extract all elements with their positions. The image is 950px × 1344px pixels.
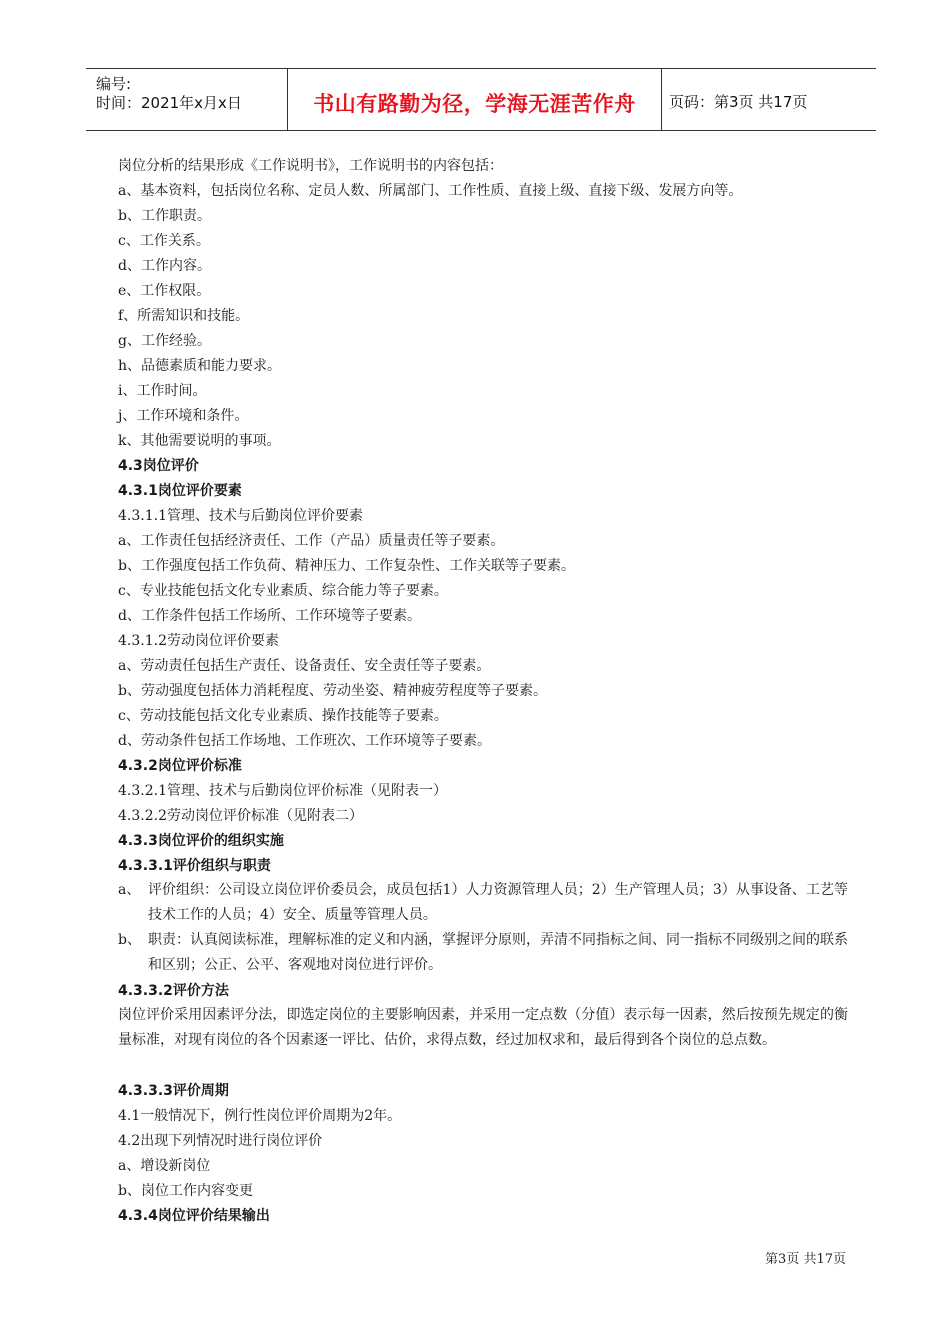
list-item: b、工作职责。 (118, 208, 211, 224)
method-paragraph: 岗位评价采用因素评分法，即选定岗位的主要影响因素，并采用一定点数（分值）表示每一因素，然后按预先规定的衡量标准，对现有岗位的各个因素逐一评比、估价，求得点数，经过加权求和，最后得到各个岗位的总点数。 (118, 1007, 848, 1048)
list-item: h、品德素质和能力要求。 (118, 358, 282, 374)
list-item: 4.2出现下列情况时进行岗位评价 (118, 1133, 323, 1149)
list-item: 4.1一般情况下，例行性岗位评价周期为2年。 (118, 1108, 402, 1124)
list-item: a、基本资料，包括岗位名称、定员人数、所属部门、工作性质、直接上级、直接下级、发展方向等。 (118, 183, 743, 199)
header-page-number: 页码：第3页 共17页 (669, 93, 808, 111)
section-heading: 4.3岗位评价 (118, 458, 199, 474)
section-heading: 4.3.4岗位评价结果输出 (118, 1208, 270, 1224)
list-item: d、工作内容。 (118, 258, 211, 274)
header-motto: 书山有路勤为径，学海无涯苦作舟 (313, 92, 636, 116)
list-item-text: 评价组织：公司设立岗位评价委员会，成员包括1）人力资源管理人员；2）生产管理人员；3）从事设备、工艺等技术工作的人员；4）安全、质量等管理人员。 (148, 882, 848, 923)
section-heading: 4.3.1岗位评价要素 (118, 483, 242, 499)
list-item: b、岗位工作内容变更 (118, 1183, 253, 1199)
subsection-heading: 4.3.2.1管理、技术与后勤岗位评价标准（见附表一） (118, 783, 447, 799)
list-marker: a、 (118, 882, 141, 898)
intro-line: 岗位分析的结果形成《工作说明书》，工作说明书的内容包括： (118, 158, 503, 174)
list-item: k、其他需要说明的事项。 (118, 433, 281, 449)
list-item: g、工作经验。 (118, 333, 211, 349)
list-item (118, 928, 848, 978)
list-marker: b、 (118, 932, 141, 948)
subsection-heading: 4.3.1.1管理、技术与后勤岗位评价要素 (118, 508, 363, 524)
subsection-heading: 4.3.1.2劳动岗位评价要素 (118, 633, 279, 649)
page-header (86, 68, 876, 131)
header-meta-cell (86, 69, 287, 130)
page-footer-number: 第3页 共17页 (765, 1252, 846, 1267)
section-heading: 4.3.3.3评价周期 (118, 1083, 229, 1099)
list-item: a、劳动责任包括生产责任、设备责任、安全责任等子要素。 (118, 658, 491, 674)
section-heading: 4.3.2岗位评价标准 (118, 758, 242, 774)
header-page-cell (661, 69, 876, 130)
header-motto-cell (287, 69, 662, 130)
list-item: c、专业技能包括文化专业素质、综合能力等子要素。 (118, 583, 448, 599)
list-item: c、劳动技能包括文化专业素质、操作技能等子要素。 (118, 708, 448, 724)
section-heading: 4.3.3.1评价组织与职责 (118, 858, 271, 874)
list-item: b、工作强度包括工作负荷、精神压力、工作复杂性、工作关联等子要素。 (118, 558, 575, 574)
list-item: i、工作时间。 (118, 383, 207, 399)
list-item: c、工作关系。 (118, 233, 210, 249)
list-item-text: 职责：认真阅读标准，理解标准的定义和内涵，掌握评分原则，弄清不同指标之间、同一指标不同级别之间的联系和区别；公正、公平、客观地对岗位进行评价。 (148, 932, 848, 973)
list-item (118, 878, 848, 928)
subsection-heading: 4.3.2.2劳动岗位评价标准（见附表二） (118, 808, 363, 824)
list-item: a、工作责任包括经济责任、工作（产品）质量责任等子要素。 (118, 533, 505, 549)
list-item: d、劳动条件包括工作场地、工作班次、工作环境等子要素。 (118, 733, 491, 749)
list-item: f、所需知识和技能。 (118, 308, 250, 324)
document-number-label: 编号: (96, 75, 132, 93)
section-heading: 4.3.3岗位评价的组织实施 (118, 833, 284, 849)
list-item: e、工作权限。 (118, 283, 211, 299)
document-date-label: 时间：2021年x月x日 (96, 94, 242, 112)
list-item: b、劳动强度包括体力消耗程度、劳动坐姿、精神疲劳程度等子要素。 (118, 683, 547, 699)
list-item: j、工作环境和条件。 (118, 408, 249, 424)
section-heading: 4.3.3.2评价方法 (118, 983, 229, 999)
list-item: d、工作条件包括工作场所、工作环境等子要素。 (118, 608, 421, 624)
list-item: a、增设新岗位 (118, 1158, 211, 1174)
